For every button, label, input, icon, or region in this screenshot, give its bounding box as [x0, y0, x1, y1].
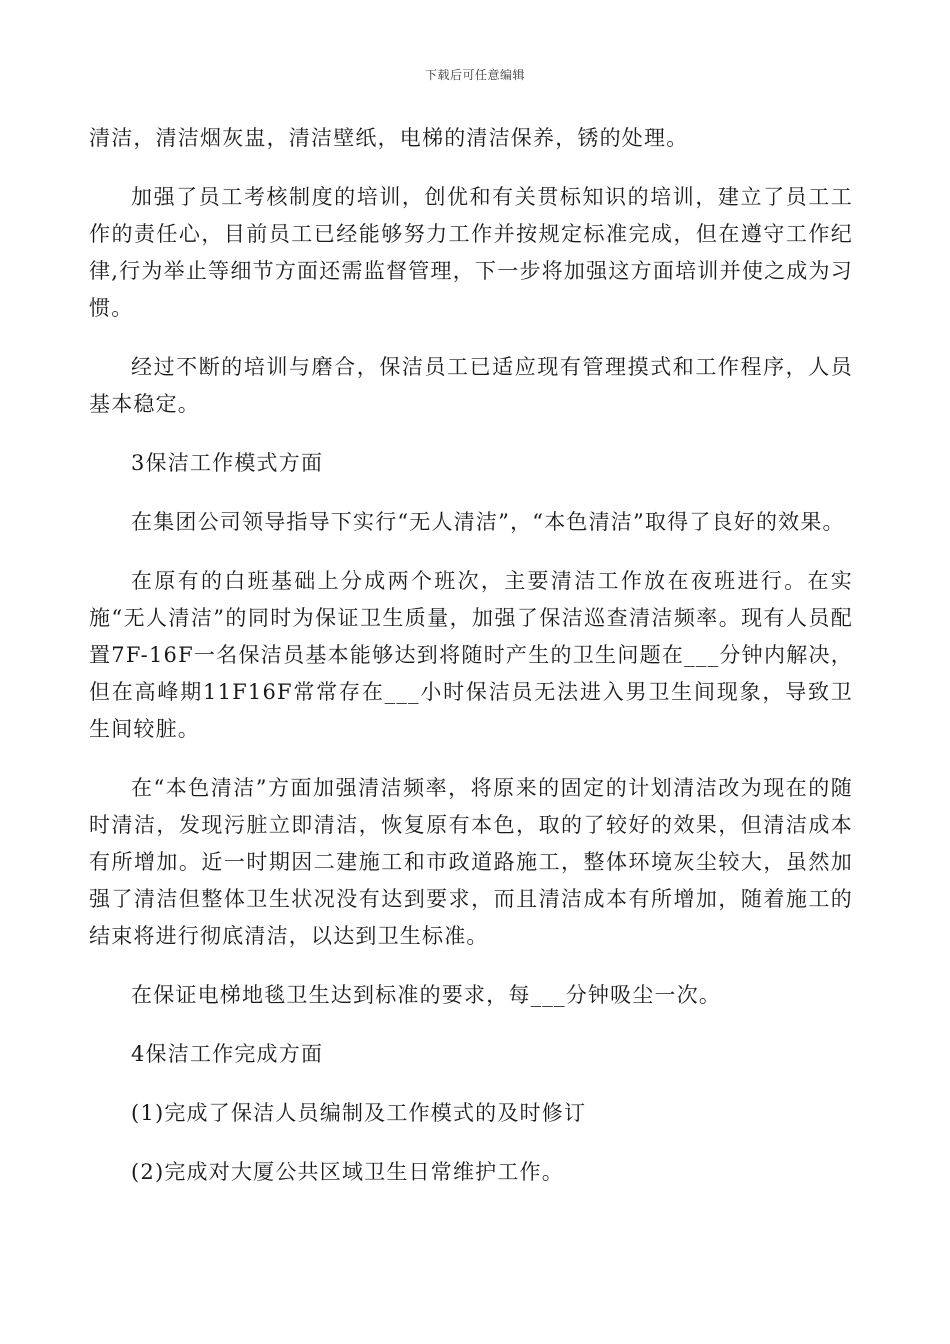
- paragraph-7: 在“本色清洁”方面加强清洁频率，将原来的固定的计划清洁改为现在的随时清洁，发现污脏立即清洁，恢复原有本色，取的了较好的效果，但清洁成本有所增加。近一时期因二建施工和市政道路施工，整体环境灰尘较大，虽然加强了清洁但整体卫生状况没有达到要求，而且清洁成本有所增加，随着施工的结束将进行彻底清洁，以达到卫生标准。: [89, 776, 853, 948]
- paragraph-5: 在集团公司领导指导下实行“无人清洁”，“本色清洁”取得了良好的效果。: [131, 510, 845, 534]
- list-item-1: (1)完成了保洁人员编制及工作模式的及时修订: [131, 1101, 587, 1125]
- list-item-2: (2)完成对大厦公共区域卫生日常维护工作。: [131, 1160, 564, 1184]
- paragraph-1: 清洁，清洁烟灰盅，清洁壁纸，电梯的清洁保养，锈的处理。: [89, 126, 689, 150]
- section-heading-4: 4保洁工作完成方面: [131, 1042, 324, 1066]
- paragraph-6: 在原有的白班基础上分成两个班次，主要清洁工作放在夜班进行。在实施“无人清洁”的同时为保证卫生质量，加强了保洁巡查清洁频率。现有人员配置7F-16F一名保洁员基本能够达到将随时产生的卫生问题在___分钟内解决，但在高峰期11F16F常常存在___小时保洁员无法进入男卫生间现象，导致卫生间较脏。: [89, 569, 853, 741]
- paragraph-2: 加强了员工考核制度的培训，创优和有关贯标知识的培训，建立了员工工作的责任心，目前员工已经能够努力工作并按规定标准完成，但在遵守工作纪律,行为举止等细节方面还需监督管理，下一步将加强这方面培训并使之成为习惯。: [89, 185, 853, 320]
- page-header: 下载后可任意编辑: [424, 68, 525, 82]
- document-body: [89, 120, 853, 1213]
- paragraph-3: 经过不断的培训与磨合，保洁员工已适应现有管理摸式和工作程序，人员基本稳定。: [89, 355, 853, 416]
- section-heading-3: 3保洁工作模式方面: [131, 451, 324, 475]
- paragraph-8: 在保证电梯地毯卫生达到标准的要求，每___分钟吸尘一次。: [131, 983, 722, 1007]
